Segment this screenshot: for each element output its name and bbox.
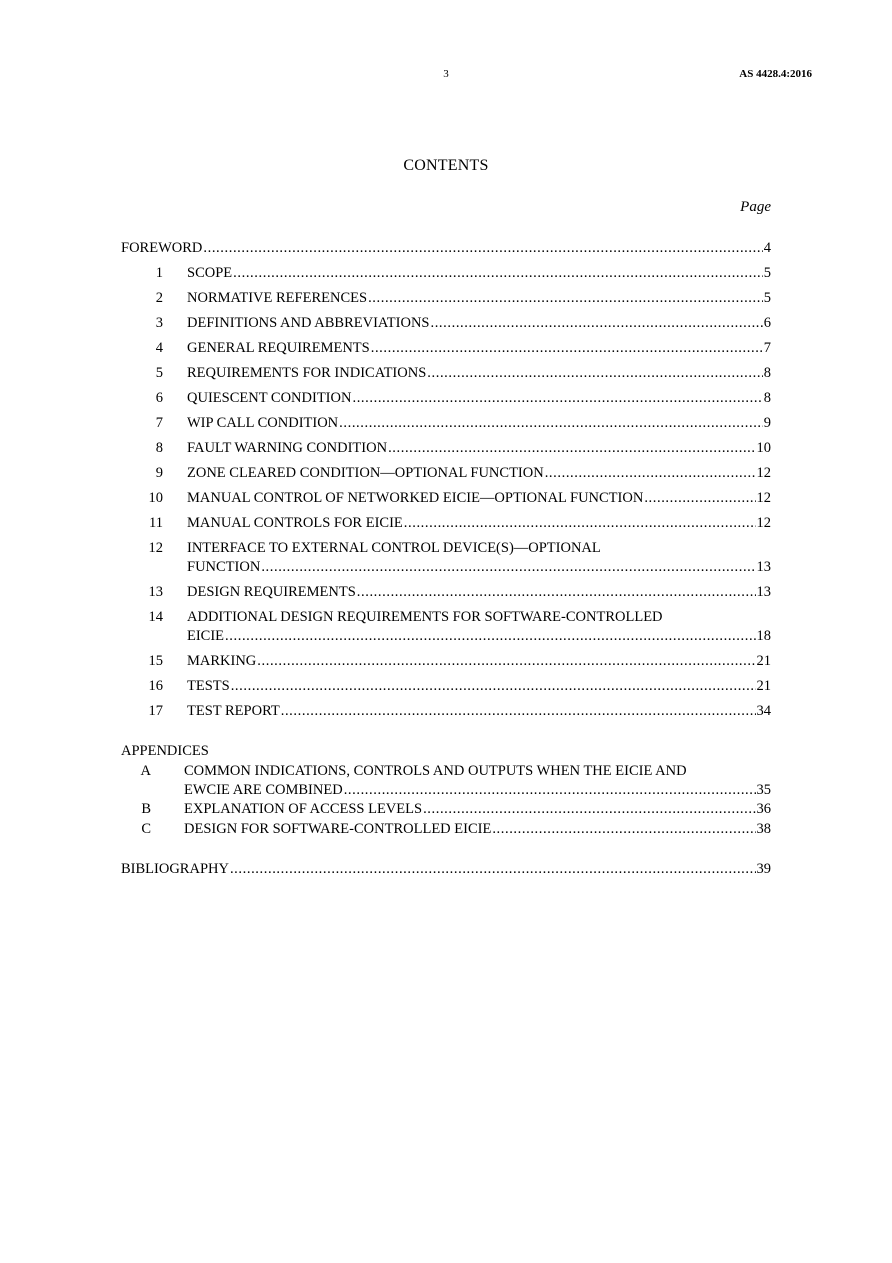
toc-entry-label: DESIGN FOR SOFTWARE-CONTROLLED EICIE: [184, 821, 492, 837]
toc-entry-label: EICIE: [187, 628, 225, 644]
toc-entry-number: 3: [155, 315, 163, 331]
toc-entry-page: 8: [763, 365, 771, 381]
toc-entry-label: EWCIE ARE COMBINED: [184, 782, 343, 798]
toc-entry-label: FOREWORD: [121, 240, 203, 256]
toc-entry-label: FAULT WARNING CONDITION: [187, 440, 388, 456]
leader-dots: [344, 781, 756, 800]
leader-dots: [257, 652, 755, 671]
toc-entry-bibliography[interactable]: [121, 860, 771, 879]
toc-entry-page: 5: [763, 290, 771, 306]
toc-entry-label: GENERAL REQUIREMENTS: [187, 340, 370, 356]
toc-entry-page: 4: [763, 240, 771, 256]
toc-entry[interactable]: [121, 289, 771, 308]
toc-entry-page: 36: [756, 801, 771, 817]
leader-dots: [404, 514, 756, 533]
toc-entry-label: DEFINITIONS AND ABBREVIATIONS: [187, 315, 430, 331]
leader-dots: [427, 364, 762, 383]
leader-dots: [231, 677, 756, 696]
toc-entry-page: 38: [756, 821, 771, 837]
toc-entry-number: 17: [148, 703, 163, 719]
toc-entry-number: 9: [155, 465, 163, 481]
toc-entry-number: 8: [155, 440, 163, 456]
toc-entry[interactable]: [121, 702, 771, 721]
toc-entry-number: 15: [148, 653, 163, 669]
toc-entry-page: 21: [756, 653, 771, 669]
toc-entry[interactable]: [121, 389, 771, 408]
toc-entry-label: EXPLANATION OF ACCESS LEVELS: [184, 801, 423, 817]
toc-entry-number: 1: [155, 265, 163, 281]
toc-entry[interactable]: [121, 539, 771, 577]
toc-entry-appendix[interactable]: [121, 762, 771, 800]
toc-entry-appendix[interactable]: [121, 800, 771, 819]
leader-dots: [281, 702, 756, 721]
toc-entry[interactable]: [121, 514, 771, 533]
toc-entry-label: WIP CALL CONDITION: [187, 415, 339, 431]
toc-entry-page: 13: [756, 559, 771, 575]
toc-entry-label: TEST REPORT: [187, 703, 280, 719]
leader-dots: [371, 339, 763, 358]
leader-dots: [388, 439, 755, 458]
page-column-label: Page: [740, 199, 771, 215]
toc-entry-page: 7: [763, 340, 771, 356]
toc-entry[interactable]: [121, 464, 771, 483]
toc-entry-page: 6: [763, 315, 771, 331]
toc-entry-page: 13: [756, 584, 771, 600]
toc-entry-label: QUIESCENT CONDITION: [187, 390, 352, 406]
toc-entry-number: 5: [155, 365, 163, 381]
toc-entry[interactable]: [121, 264, 771, 283]
toc-entry-page: 39: [756, 861, 771, 877]
toc-entry[interactable]: [121, 489, 771, 508]
toc-entry-label-line1: ADDITIONAL DESIGN REQUIREMENTS FOR SOFTWARE-CONTROLLED: [187, 609, 663, 625]
toc-entry-page: 12: [756, 515, 771, 531]
leader-dots: [368, 289, 763, 308]
toc-entry-number: 12: [148, 540, 163, 556]
leader-dots: [423, 800, 755, 819]
leader-dots: [644, 489, 755, 508]
leader-dots: [233, 264, 763, 283]
toc-entry[interactable]: [121, 583, 771, 602]
toc-entry-number: B: [141, 801, 151, 817]
toc-entry-page: 18: [756, 628, 771, 644]
standard-number: AS 4428.4:2016: [739, 68, 812, 80]
toc-entry-page: 12: [756, 490, 771, 506]
toc-entry-number: 16: [148, 678, 163, 694]
toc-entry[interactable]: [121, 339, 771, 358]
toc-entry-label: NORMATIVE REFERENCES: [187, 290, 368, 306]
toc-entry-page: 12: [756, 465, 771, 481]
toc-entry-label: REQUIREMENTS FOR INDICATIONS: [187, 365, 427, 381]
appendices-heading: APPENDICES: [121, 743, 209, 759]
toc-entry-label-line1: INTERFACE TO EXTERNAL CONTROL DEVICE(S)—OPTIONAL: [187, 540, 601, 556]
toc-entry-label: DESIGN REQUIREMENTS: [187, 584, 356, 600]
toc-entry-label: SCOPE: [187, 265, 233, 281]
leader-dots: [230, 860, 756, 879]
toc-entry-label-line1: COMMON INDICATIONS, CONTROLS AND OUTPUTS WHEN THE EICIE AND: [184, 763, 687, 779]
toc-entry-number: 4: [155, 340, 163, 356]
page-number: 3: [443, 68, 449, 80]
toc-entry-number: 6: [155, 390, 163, 406]
page-title: CONTENTS: [403, 157, 489, 174]
toc-entry-number: 14: [148, 609, 163, 625]
toc-entry-label: MANUAL CONTROLS FOR EICIE: [187, 515, 403, 531]
toc-entry-page: 34: [756, 703, 771, 719]
leader-dots: [545, 464, 756, 483]
leader-dots: [430, 314, 762, 333]
toc-entry-label: ZONE CLEARED CONDITION—OPTIONAL FUNCTION: [187, 465, 544, 481]
toc-entry-number: C: [141, 821, 151, 837]
toc-entry-label: TESTS: [187, 678, 230, 694]
toc-entry-page: 21: [756, 678, 771, 694]
toc-entry-label: MARKING: [187, 653, 257, 669]
toc-entry-page: 35: [756, 782, 771, 798]
toc-entry-page: 8: [763, 390, 771, 406]
toc-entry-number: 2: [155, 290, 163, 306]
toc-entry-page: 5: [763, 265, 771, 281]
leader-dots: [203, 239, 762, 258]
leader-dots: [352, 389, 762, 408]
toc-entry-number: 10: [148, 490, 163, 506]
leader-dots: [261, 558, 755, 577]
toc-entry-appendix[interactable]: [121, 820, 771, 839]
toc-entry[interactable]: [121, 677, 771, 696]
leader-dots: [225, 627, 755, 646]
toc-entry-foreword[interactable]: [121, 239, 771, 258]
toc-entry-number: A: [140, 763, 151, 779]
toc-entry-label: MANUAL CONTROL OF NETWORKED EICIE—OPTIONAL FUNCTION: [187, 490, 644, 506]
toc-entry[interactable]: [121, 608, 771, 646]
toc-entry-label: BIBLIOGRAPHY: [121, 861, 229, 877]
leader-dots: [339, 414, 763, 433]
toc-entry[interactable]: [121, 652, 771, 671]
toc-entry[interactable]: [121, 364, 771, 383]
leader-dots: [357, 583, 756, 602]
toc-entry-number: 7: [155, 415, 163, 431]
toc-entry-page: 9: [763, 415, 771, 431]
toc-entry[interactable]: [121, 414, 771, 433]
toc-entry-number: 11: [149, 515, 163, 531]
leader-dots: [492, 820, 755, 839]
toc-entry[interactable]: [121, 314, 771, 333]
toc-entry[interactable]: [121, 439, 771, 458]
toc-entry-page: 10: [756, 440, 771, 456]
toc-entry-label: FUNCTION: [187, 559, 261, 575]
toc-entry-number: 13: [148, 584, 163, 600]
